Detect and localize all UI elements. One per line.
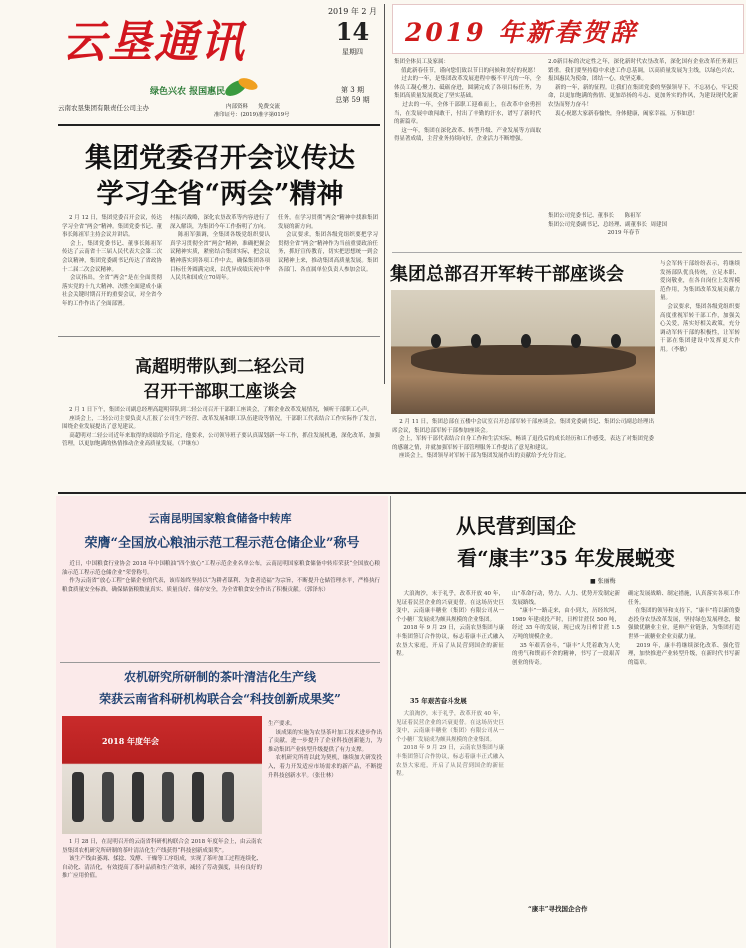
- masthead-slogan: 绿色兴农 报国惠民: [150, 87, 226, 97]
- article6-col1: 大浪淘沙，末于礼乎，改革开放 40 年，见证着民营企业的兴衰更替。在这场历史巨变中，云南康丰糖业（集团）有限公司从一个小糖厂发展成为颇具规模的企业集团。 2018 年 9 月 29 日，云南农垦集团与康丰集团签订合作协议，标志着康丰正式融入农垦大家庭，开启了从民营到国企的新征程。: [396, 591, 505, 658]
- article6-title-line2: 看“康丰”35 年发展蜕变: [457, 546, 675, 570]
- article6-subhead1: 35 年艰苦奋斗发展: [410, 697, 467, 705]
- article4-kicker: 云南昆明国家粮食储备中转库: [148, 512, 292, 525]
- permit: 准印证号：(2019)准字第019号: [214, 112, 290, 118]
- article5-body-right: 生产要求。 该成果的实施为农垦茶叶加工技术进步作出了贡献，进一步提升了企业科技创新能力，为推动集团产业转型升级提供了有力支撑。 农机研究所将以此为契机，继续加大研发投入，着力开发适应市场需求的新产品，不断提升科技创新水平。（张仕林）: [268, 721, 382, 779]
- issue-number: 第 3 期: [341, 86, 364, 94]
- greeting-banner: [392, 4, 744, 54]
- article6-title-line1: 从民营到国企: [456, 514, 576, 538]
- greeting-signature: 集团公司党委书记、董事长 陈祖军 集团公司党委副书记、总经理、副董事长 周建国 2019 年春节: [548, 213, 667, 237]
- award-photo: [62, 716, 262, 834]
- greeting-text-right: 2.0新目标的决定性之年，深化新时代农垦改革，深化国有企业改革任务艰巨繁重。我们要坚持稳中求进工作总基调，以高质量发展为主线，以绿色兴农、报国惠民为使命，团结一心，攻坚克难。 新的一年，新的征程。让我们在集团党委的坚强领导下，不忘初心，牢记使命，以更加饱满的热情、更加昂扬的斗志、更加务实的作风，为建设现代化新农垦而努力奋斗！ 衷心祝愿大家新春愉快，身体健康，阖家幸福，万事如意！: [548, 59, 738, 117]
- article1-title-line1: 集团党委召开会议传达: [85, 143, 355, 174]
- article4-body: 近日，中国粮食行业协会 2018 年中国粮油“四个放心”工程示范企业名单公布，云南昆明国家粮食储备中转库荣获“全国放心粮油示范工程示范仓储企业”荣誉称号。 作为云南省“放心工程”仓储企业的代表，该库始终坚持以“为耕者谋利、为食者造福”为宗旨，不断提升仓储管理水平，严格执行粮食质量安全标准，确保储备粮数量真实、质量良好、储存安全，为全省粮食安全作出了积极贡献。（郭泽东）: [62, 561, 380, 593]
- issue-total: 总第 59 期: [335, 96, 370, 104]
- greeting-text-left: 集团全体员工及家属： 值此新春佳节，谨向您们致以节日的问候和美好的祝愿！ 过去的一年，是集团改革发展进程中极不平凡的一年，全体员工凝心聚力、砥砺奋进，圆满完成了各项目标任务，为集团高质量发展奠定了坚实基础。 过去的一年，全体干部职工迎难而上，在改革中奋勇担当，在发展中敢闯敢干，付出了辛勤的汗水，谱写了新时代的新篇章。 这一年，集团在深化改革、转型升级、产业发展等方面取得显著成绩，主营业务持续向好，企业活力不断增强。: [394, 59, 541, 143]
- award-photo-caption: 2018 年度年会: [102, 736, 160, 746]
- article1-col1: 2 月 12 日，集团党委召开会议，传达学习全省“两会”精神。集团党委书记、董事长陈祖军主持会议并讲话。 会上，集团党委书记、董事长陈祖军传达了云南省十三届人民代表大会第二次会议精神，集团党委副书记传达了省政协十二届二次会议精神。 会议指出，全省“两会”是在全面贯彻落实党的十九大精神、决胜全面建成小康社会关键时期召开的重要会议，对全省今年的工作作出了全面部署。: [62, 215, 162, 307]
- article5-body-left: 1 月 28 日，在昆明召开的云南省科研机构联合会 2018 年度年会上，由云南农垦集团农机研究所研制的茶叶清洁化生产线获得“科技创新成果奖”。 该生产线由萎凋、揉捻、发酵、干燥等工序组成，实现了茶叶加工过程连续化、自动化、清洁化，有效提高了茶叶品质和生产效率，减轻了劳动强度，具有良好的推广应用价值。: [62, 839, 262, 880]
- note-internal: 内部资料: [226, 104, 249, 110]
- article2-left: 2 月 11 日，集团总部在五楼中会议室召开总部军转干部座谈会。集团党委副书记、集团公司副总经理出席会议，集团总部军转干部参加座谈会。 会上，军转干部代表结合自身工作和生活实际，畅谈了退役后的成长经历和工作感受，表达了对集团党委的感谢之情，并就加强军转干部管理服务工作提出了意见和建议。 座谈会上，集团领导对军转干部为集团发展作出的贡献给予充分肯定。: [392, 419, 654, 460]
- article1-title-line2: 学习全省“两会”精神: [96, 179, 344, 210]
- article3-title-line2: 召开干部职工座谈会: [143, 382, 297, 402]
- greeting-title: 2019 年新春贺辞: [405, 18, 639, 47]
- issue-day: 14: [335, 17, 370, 46]
- note-free: 免费交流: [258, 104, 281, 110]
- article3-title-line1: 高超明带队到二轻公司: [135, 357, 305, 377]
- publisher: 云南农垦集团有限责任公司主办: [58, 104, 149, 112]
- article2-title: 集团总部召开军转干部座谈会: [390, 264, 624, 285]
- article6-subhead2: “康丰”寻找国企合作: [528, 905, 588, 913]
- article2-right: 与会军转干部纷纷表示，将继续发扬部队优良传统，立足本职、爱岗敬业，在各自岗位上发挥模范作用，为集团改革发展贡献力量。 会议要求，集团各级党组织要高度重视军转干部工作，加强关心关爱，落实好相关政策，充分调动军转干部的积极性，让军转干部在集团建设中发挥更大作用。（李敏）: [660, 261, 740, 353]
- masthead-logo: 云垦通讯: [62, 17, 246, 68]
- article6-byline: ■ 张丽梅: [590, 578, 616, 585]
- article5-kicker: 农机研究所研制的茶叶清洁化生产线: [123, 670, 316, 684]
- issue-weekday: 星期四: [342, 48, 363, 56]
- article1-col2: 村振兴战略，深化农垦改革等内容进行了深入解读，为集团今年工作指明了方向。 陈祖军强调，全集团各级党组织要认真学习贯彻全省“两会”精神，准确把握会议精神实质，紧密结合集团实际，把会议精神落实到各项工作中去，确保集团各项目标任务圆满完成，以优异成绩庆祝中华人民共和国成立70周年。: [170, 215, 270, 282]
- article6-col2: 山”革命行动，势力、人力、优势开发制定新发展路线。 “康丰”一路走来，由小到大，历经坎坷，1989 年建成投产时，日榨甘蔗仅 500 吨，经过 35 年的发展，现已成为日榨甘蔗 1.5 万吨的规模企业。 35 年艰苦奋斗，“康丰”人凭着敢为人先的勇气和锲而不舍的精神，书写了一段艰苦创业的传奇。: [512, 591, 621, 666]
- leaf-emblem-icon: [222, 70, 262, 100]
- article1-col3: 任务，在学习贯彻“两会”精神中找准集团发展的新方向。 会议要求，集团各级党组织要把学习贯彻全省“两会”精神作为当前重要政治任务，抓好宣传教育，切实把思想统一到会议精神上来，推动集团高质量发展。集团各部门、各直属单位负责人参加会议。: [278, 215, 378, 273]
- article4-title: 荣膺“全国放心粮油示范工程示范仓储企业”称号: [84, 536, 360, 551]
- article3-body: 2 月 1 日下午，集团公司副总经理高超明带队到二轻公司召开干部职工座谈会，了解企业改革发展情况，倾听干部职工心声。 座谈会上，二轻公司主要负责人汇报了公司生产经营、改革发展和职工队伍建设等情况，干部职工代表结合工作实际作了发言，围绕企业发展提出了意见建议。 高超明对二轻公司近年来取得的成绩给予肯定，他要求，公司领导班子要认真谋划新一年工作，抓住发展机遇，深化改革，加强管理，以更加饱满的热情推动企业高质量发展。（尹继东）: [62, 407, 380, 448]
- issue-date: 2019 年 2 月: [327, 7, 378, 16]
- article6-col3: 确定发展战略、制定措施，认真落实各项工作任务。 在集团的领导和支持下，“康丰”将以新的姿态投身农垦改革发展，坚持绿色发展理念，做强做优糖业主业，延伸产业链条，为集团打造世界一流糖业企业贡献力量。 2019 年，康丰将继续深化改革、强化管理，加快推进产业转型升级，在新时代书写新的篇章。: [628, 591, 740, 666]
- date-box: [325, 6, 380, 116]
- article5-title: 荣获云南省科研机构联合会“科技创新成果奖”: [99, 692, 341, 706]
- article6-col1-cont: 大浪淘沙，末于礼乎，改革开放 40 年，见证着民营企业的兴衰更替。在这场历史巨变中，云南康丰糖业（集团）有限公司从一个小糖厂发展成为颇具规模的企业集团。 2018 年 9 月 29 日，云南农垦集团与康丰集团签订合作协议，标志着康丰正式融入农垦大家庭，开启了从民营到国企的新征程。: [396, 711, 505, 778]
- meeting-photo: [391, 290, 655, 414]
